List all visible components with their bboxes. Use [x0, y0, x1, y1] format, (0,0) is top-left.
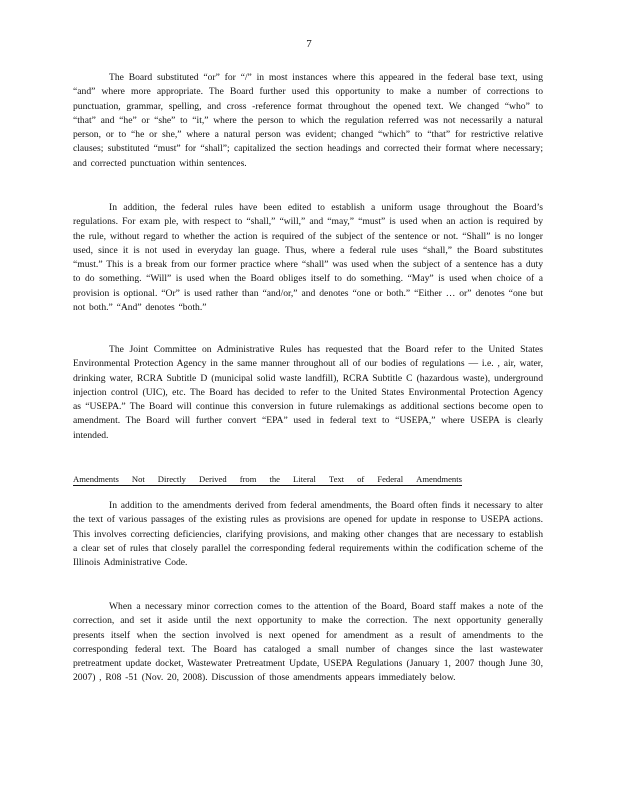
paragraph-usepa-reference: The Joint Committee on Administrative Rules has requested that the Board refer to the United States Environmental Protection Agency in the same manner throughout all of our bodies of regulations — i.e. , air, water, drinking water, RCRA Subtitle D (municipal solid waste landfill), RCRA Subtitle C (hazardous waste), underground injection control (UIC), etc. The Board has decided to refer to the United States Environmental Protection Agency as “USEPA.” The Board will continue this conversion in future rulemakings as additional sections become open to amendment. The Board will further convert “EPA” used in federal text to “USEPA,” where USEPA is clearly intended. [73, 344, 543, 441]
heading-word: Directly [157, 474, 186, 484]
heading-word: Derived [198, 474, 227, 484]
heading-word: Amendments [416, 474, 462, 484]
heading-word: the [269, 474, 280, 484]
page-number: 7 [306, 38, 312, 50]
paragraph-substitutions: The Board substituted “or” for “/” in most instances where this appeared in the federal base text, using “and” where more appropriate. The Board further used this opportunity to make a number of corrections to punctuation, grammar, spelling, and cross -reference format throughout the opened text. We changed “who” to “that” and “he” or “she” to “it,” where the person to which the regulation referred was not necessarily a natural person, or to “he or she,” where a natural person was evident; changed “which” to “that” for restrictive relative clauses; substituted “must” for “shall”; capitalized the section headings and corrected their format where necessary; and corrected punctuation within sentences. [73, 72, 543, 169]
paragraph-additional-amendments: In addition to the amendments derived from federal amendments, the Board often finds it necessary to alter the text of various passages of the existing rules as provisions are opened for update in response to USEPA actions. This involves correcting deficiencies, clarifying provisions, and making other changes that are necessary to establish a clear set of rules that closely parallel the corresponding federal requirements within the codification scheme of the Illinois Administrative Code. [73, 500, 543, 569]
heading-word: Not [131, 474, 145, 484]
paragraph-minor-corrections: When a necessary minor correction comes to the attention of the Board, Board staff makes a note of the correction, and set it aside until the next opportunity to make the correction. The next opportunity generally presents itself when the section involved is next opened for amendment as a result of amendments to the corresponding federal text. The Board has cataloged a small number of changes since the last wastewater pretreatment update docket, Wastewater Pretreatment Update, USEPA Regulations (January 1, 2007 though June 30, 2007) , R08 -51 (Nov. 20, 2008). Discussion of those amendments appears immediately below. [73, 601, 543, 684]
heading-word: of [357, 474, 365, 484]
heading-word: Federal [377, 474, 404, 484]
heading-word: from [239, 474, 257, 484]
heading-word: Text [328, 474, 345, 484]
section-heading [73, 474, 462, 486]
heading-word: Amendments [73, 474, 119, 484]
paragraph-uniform-usage: In addition, the federal rules have been edited to establish a uniform usage throughout the Board’s regulations. For exam ple, with respect to “shall,” “will,” and “may,” “must” is used when an action is required by the rule, without regard to whether the action is required of the subject of the sentence or not. “Shall” is no longer used, since it is not used in everyday lan guage. Thus, where a federal rule uses “shall,” the Board substitutes “must.” This is a break from our former practice where “shall” was used when the subject of a sentence has a duty to do something. “Will” is used when the Board obliges itself to do something. “May” is used when choice of a provision is optional. “Or” is used rather than “and/or,” and denotes “one or both.” “Either … or” denotes “one but not both.” “And” denotes “both.” [73, 202, 543, 314]
heading-word: Literal [292, 474, 316, 484]
